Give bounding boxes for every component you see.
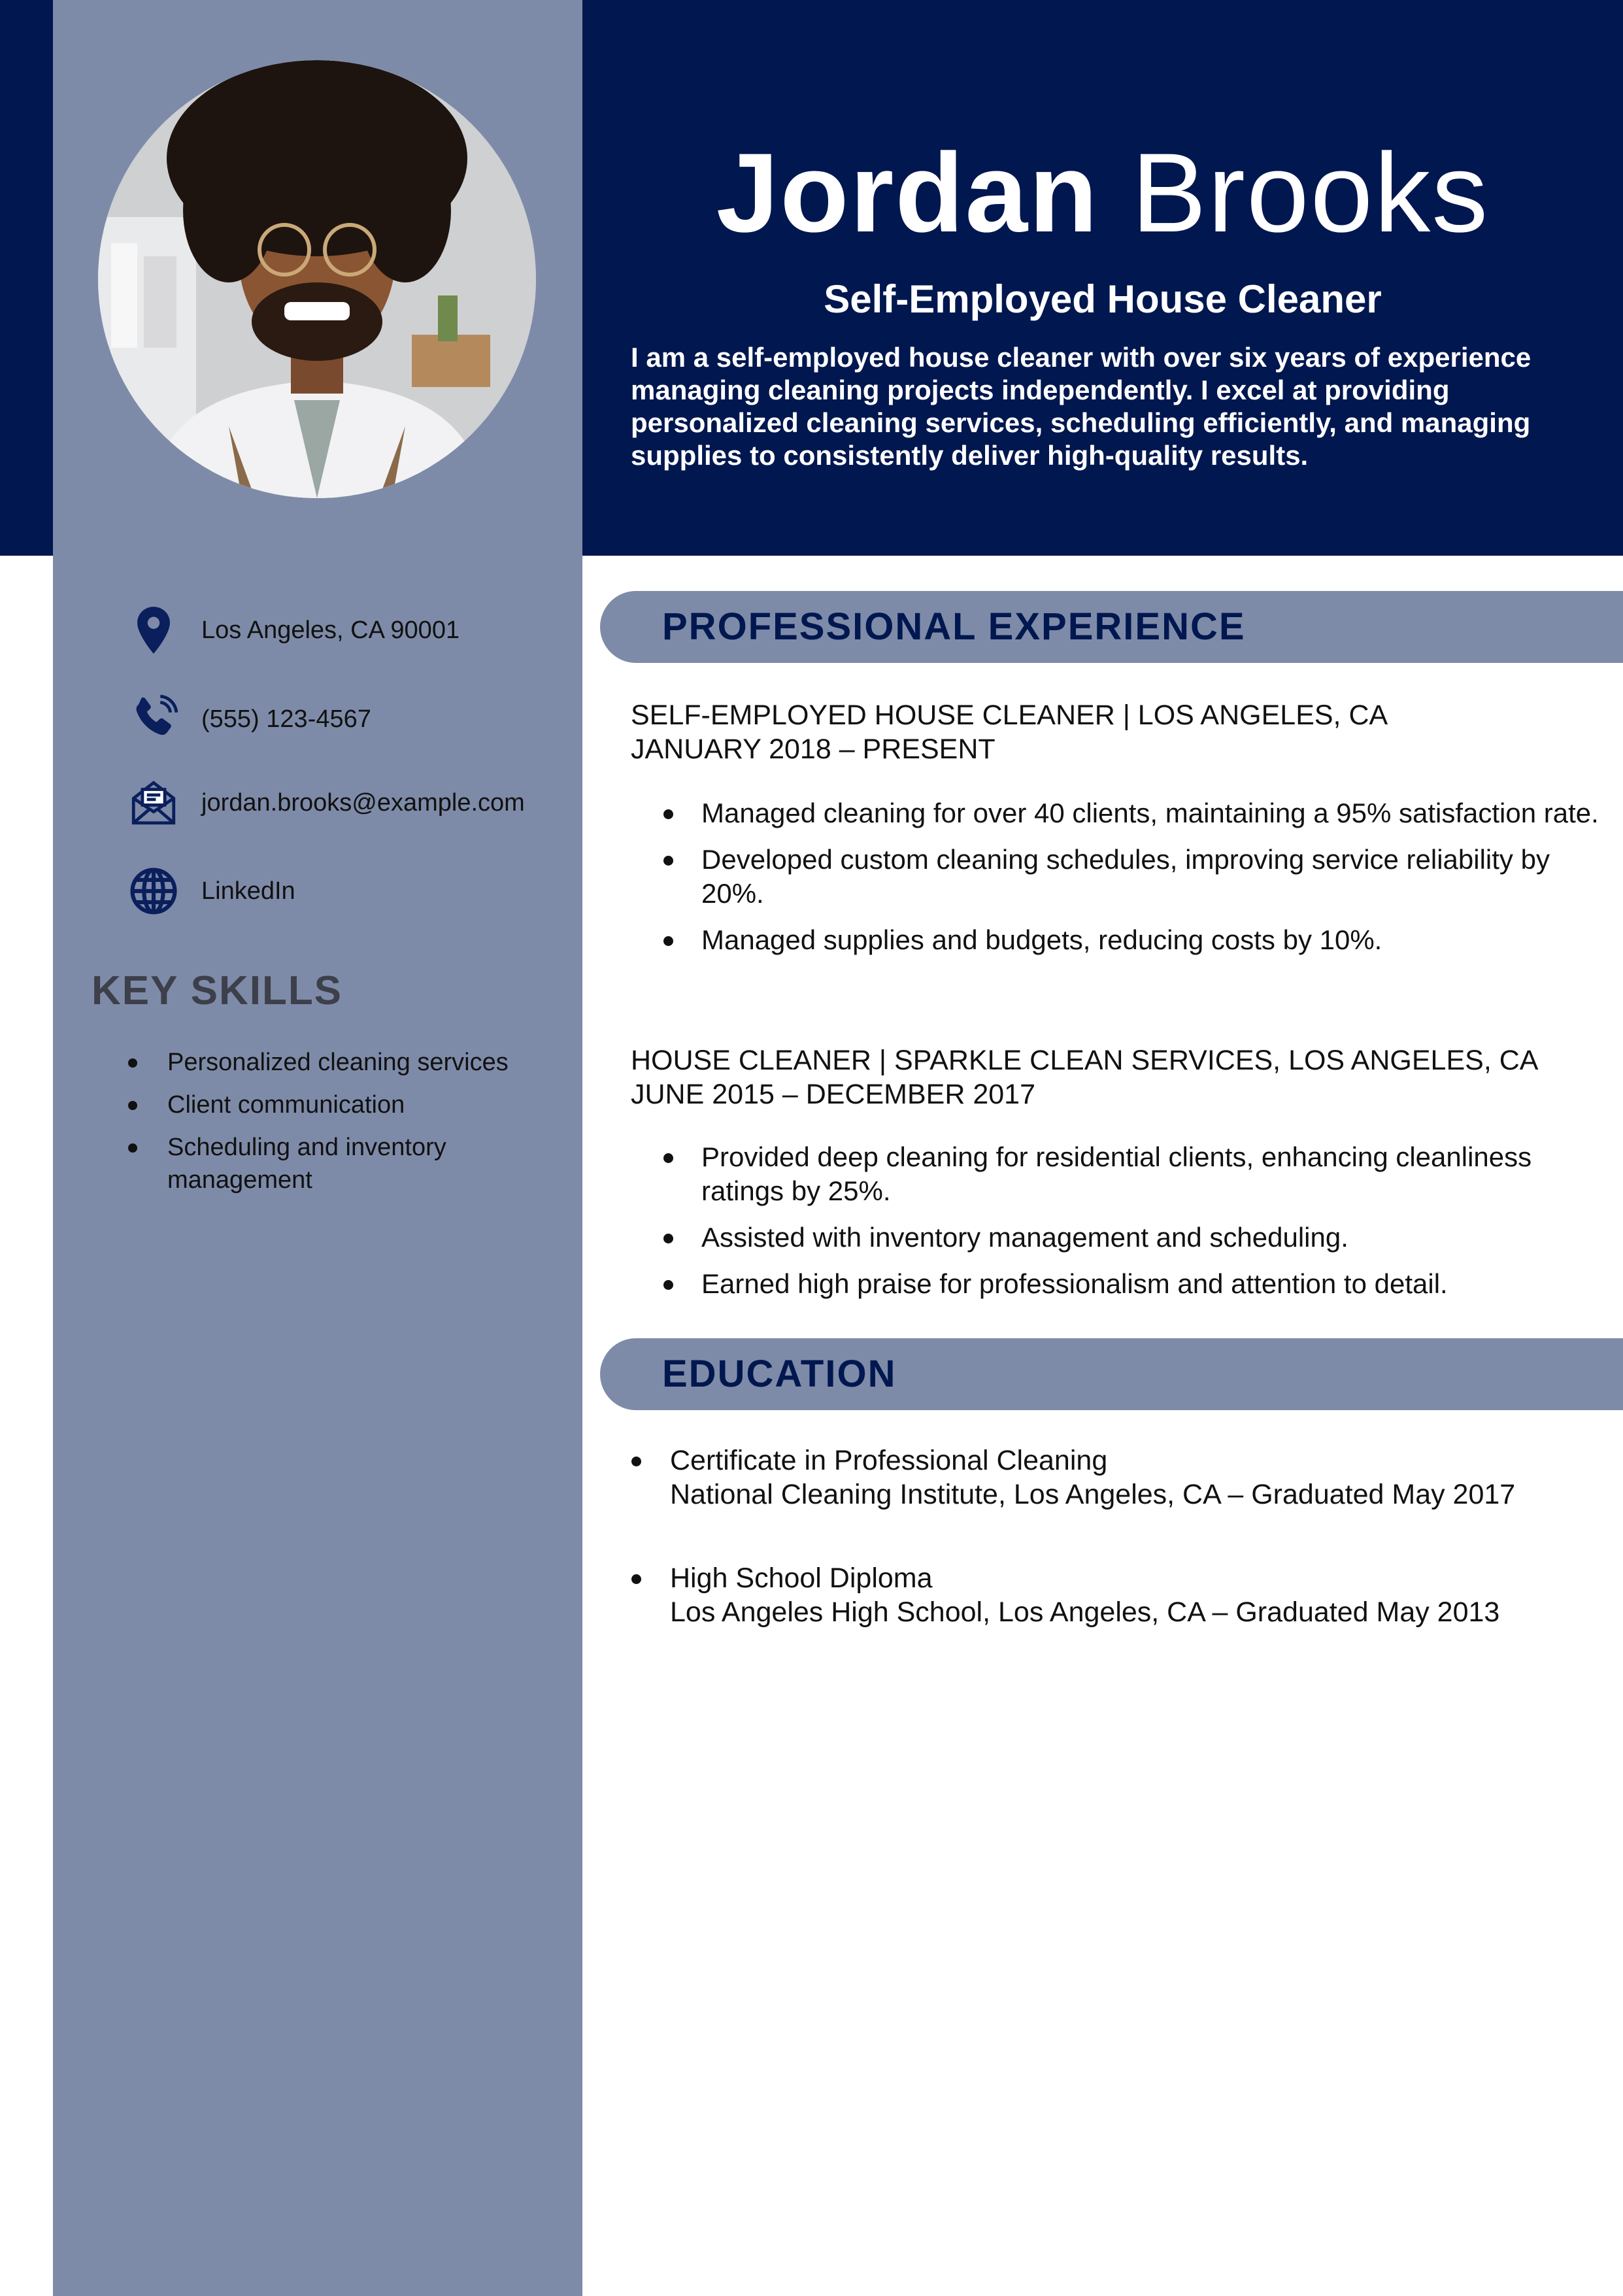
education-entry <box>631 1443 1611 1511</box>
education-details: National Cleaning Institute, Los Angeles, CA – Graduated May 2017 <box>670 1479 1516 1510</box>
job-dates: JANUARY 2018 – PRESENT <box>631 734 996 765</box>
skill-item: Personalized cleaning services <box>128 1046 546 1079</box>
profile-photo-illustration <box>98 60 536 498</box>
summary: I am a self-employed house cleaner with over six years of experience managing cleaning projects independently. I excel at providing personalized cleaning services, scheduling efficiently, and managing supplies to consistently deliver high-quality results. <box>631 342 1531 471</box>
first-name: Jordan <box>716 130 1099 256</box>
location-text: Los Angeles, CA 90001 <box>201 616 460 644</box>
job-title-line: HOUSE CLEANER | SPARKLE CLEAN SERVICES, LOS ANGELES, CA <box>631 1045 1539 1076</box>
education-item <box>631 1561 1611 1629</box>
skill-item: Client communication <box>128 1089 546 1121</box>
linkedin-link[interactable]: LinkedIn <box>201 877 295 905</box>
envelope-icon <box>124 773 183 832</box>
job-bullet: Earned high praise for professionalism and attention to detail. <box>662 1267 1603 1301</box>
experience-heading: PROFESSIONAL EXPERIENCE <box>662 605 1246 648</box>
job-bullet: Managed cleaning for over 40 clients, maintaining a 95% satisfaction rate. <box>662 796 1603 830</box>
contact-email <box>124 770 525 836</box>
email-text[interactable]: jordan.brooks@example.com <box>201 788 525 817</box>
education-degree: High School Diploma <box>670 1562 933 1594</box>
job-bullet: Provided deep cleaning for residential clients, enhancing cleanliness ratings by 25%. <box>662 1140 1603 1208</box>
map-pin-icon <box>124 601 183 660</box>
job-bullets <box>662 1140 1603 1313</box>
education-heading: EDUCATION <box>662 1353 897 1395</box>
skill-item: Scheduling and inventory management <box>128 1131 546 1196</box>
job-header <box>631 1043 1538 1111</box>
job-bullet: Developed custom cleaning schedules, improving service reliability by 20%. <box>662 843 1603 911</box>
education-degree: Certificate in Professional Cleaning <box>670 1445 1108 1476</box>
globe-icon <box>124 862 183 920</box>
job-title-line: SELF-EMPLOYED HOUSE CLEANER | LOS ANGELES, CA <box>631 700 1388 731</box>
education-section-bar <box>600 1338 1623 1410</box>
experience-section-bar <box>600 591 1623 663</box>
education-details: Los Angeles High School, Los Angeles, CA – Graduated May 2013 <box>670 1596 1500 1628</box>
phone-icon <box>124 690 183 749</box>
contact-linkedin <box>124 858 295 924</box>
phone-text: (555) 123-4567 <box>201 705 371 733</box>
job-dates: JUNE 2015 – DECEMBER 2017 <box>631 1079 1036 1110</box>
contact-location <box>124 598 460 663</box>
job-header <box>631 698 1388 766</box>
last-name: Brooks <box>1131 130 1490 256</box>
profile-photo <box>98 60 536 498</box>
job-bullet: Managed supplies and budgets, reducing costs by 10%. <box>662 923 1603 957</box>
job-bullets <box>662 796 1603 970</box>
contact-phone <box>124 686 371 752</box>
skills-list <box>128 1046 546 1206</box>
education-item <box>631 1443 1611 1511</box>
candidate-name <box>582 118 1623 268</box>
job-title: Self-Employed House Cleaner <box>824 277 1382 321</box>
education-entry <box>631 1561 1611 1629</box>
job-bullet: Assisted with inventory management and scheduling. <box>662 1221 1603 1255</box>
skills-heading: KEY SKILLS <box>92 968 343 1013</box>
